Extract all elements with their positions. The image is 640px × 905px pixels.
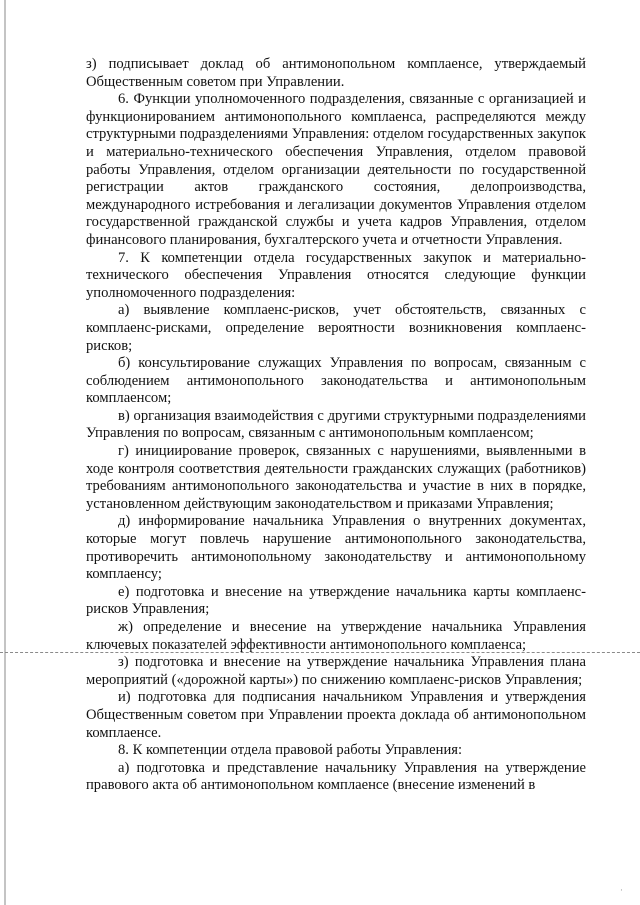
list-item-v: в) организация взаимодействия с другими структурными подразделениями Управления по вопросам, связанным с антимонопольным комплаенсом; (86, 407, 586, 442)
paragraph-7-procurement-competence: 7. К компетенции отдела государственных закупок и материально-технического обеспечения Управления относятся следующие функции уполномоченного подразделения: (86, 249, 586, 301)
scan-corner-mark: · (620, 886, 623, 896)
document-page (86, 56, 586, 795)
list-item-a-legal: а) подготовка и представление начальнику Управления на утверждение правового акта об антимонопольном комплаенсе (внесение изменений в (86, 759, 586, 794)
list-item-zh: ж) определение и внесение на утверждение начальника Управления ключевых показателей эффективности антимонопольного комплаенса; (86, 619, 586, 653)
list-item-z: з) подготовка и внесение на утверждение начальника Управления плана мероприятий («дорожной карты») по снижению комплаенс-рисков Управления; (86, 654, 586, 688)
list-item-d: д) информирование начальника Управления о внутренних документах, которые могут повлечь нарушение антимонопольного законодательства, противоречить антимонопольному законодательству и антимонопольному комплаенсу; (86, 513, 586, 583)
list-item-b: б) консультирование служащих Управления по вопросам, связанным с соблюдением антимонопольного законодательства и антимонопольным комплаенсом; (86, 355, 586, 407)
list-item-g: г) инициирование проверок, связанных с нарушениями, выявленными в ходе контроля соответствия деятельности гражданских служащих (работников) требованиям антимонопольного законодательства и участие в них в порядке, установленном действующим законодательством и приказами Управления; (86, 443, 586, 512)
list-item-i: и) подготовка для подписания начальником Управления и утверждения Общественным советом при Управлении проекта доклада об антимонопольном комплаенсе. (86, 689, 586, 741)
list-item-a: а) выявление комплаенс-рисков, учет обстоятельств, связанных с комплаенс-рисками, определение вероятности возникновения комплаенс-рисков; (86, 302, 586, 354)
scan-fold-line (0, 652, 640, 653)
scan-left-edge (4, 0, 6, 905)
list-item-e: е) подготовка и внесение на утверждение начальника карты комплаенс-рисков Управления; (86, 583, 586, 618)
paragraph-8-legal-competence: 8. К компетенции отдела правовой работы Управления: (118, 742, 463, 759)
paragraph-6-functions: 6. Функции уполномоченного подразделения, связанные с организацией и функционированием антимонопольного комплаенса, распределяются между структурными подразделениями Управления: отделом государственных закупок и материально-технического обеспечения Управления, отделом правовой работы Управления, отделом организации деятельности по государственной регистрации актов гражданского состояния, делопроизводства, международного истребования и легализации документов Управления отделом государственной гражданской службы и учета кадров Управления, отделом финансового планирования, бухгалтерского учета и отчетности Управления. (86, 91, 586, 248)
paragraph-z-signs-report: з) подписывает доклад об антимонопольном комплаенсе, утверждаемый Общественным советом при Управлении. (86, 56, 586, 90)
